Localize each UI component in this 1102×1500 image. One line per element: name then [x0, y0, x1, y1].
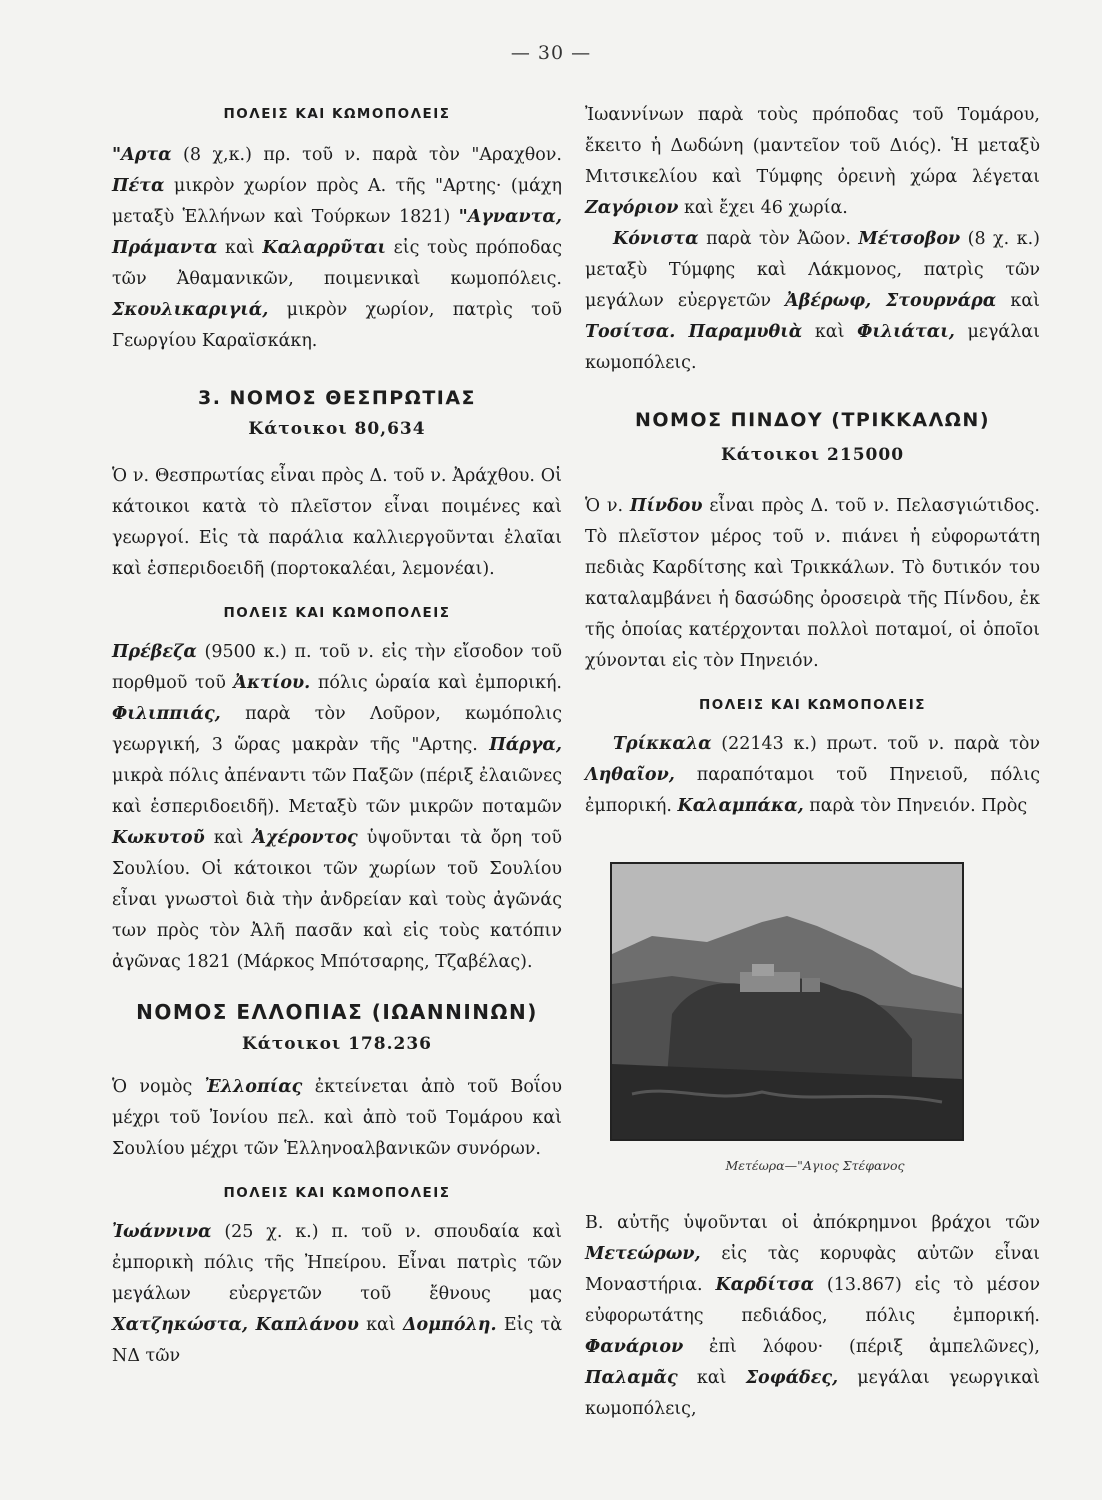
page-number: — 30 — — [510, 42, 592, 64]
paragraph-meteora-karditsa: Β. αὐτῆς ὑψοῦνται οἱ ἀπόκρημνοι βράχοι τῶν Μετεώρων, εἰς τὰς κορυφὰς αὐτῶν εἶναι Μοναστήρια. Καρδίτσα (13.867) εἰς τὸ μέσον εὐφορωτάτης πεδιάδος, πόλις ἐμπορική. Φανάριον ἐπὶ λόφου· (πέριξ ἀμπελῶνες), Παλαμᾶς καὶ Σοφάδες, μεγάλαι γεωργικαὶ κωμοπόλεις, — [585, 1213, 1040, 1419]
subheading-cities-ioannina: ΠΟΛΕΙΣ ΚΑΙ ΚΩΜΟΠΟΛΕΙΣ — [223, 1185, 451, 1201]
population-ellopias: Κάτοικοι 178.236 — [242, 1034, 432, 1054]
heading-nomos-pindou: ΝΟΜΟΣ ΠΙΝΔΟΥ (ΤΡΙΚΚΑΛΩΝ) — [634, 409, 991, 431]
paragraph-ioannina: Ἰωάννινα (25 χ. κ.) π. τοῦ ν. σπουδαία καὶ ἐμπορικὴ πόλις τῆς Ἠπείρου. Εἶναι πατρὶς τῶν μεγάλων εὐεργετῶν τοῦ ἔθνους μας Χατζηκώστα, Καπλάνου καὶ Δομπόλη. Εἰς τὰ ΝΔ τῶν — [112, 1222, 563, 1366]
subheading-cities-arta: ΠΟΛΕΙΣ ΚΑΙ ΚΩΜΟΠΟΛΕΙΣ — [223, 106, 451, 122]
paragraph-konitsa-metsovo: Κόνιστα παρὰ τὸν Ἀῶον. Μέτσοβον (8 χ. κ.) μεταξὺ Τύμφης καὶ Λάκμονος, πατρὶς τῶν μεγάλων εὐεργετῶν Ἀβέρωφ, Στουρνάρα καὶ Τοσίτσα. Παραμυθιὰ καὶ Φιλιάται, μεγάλαι κωμοπόλεις. — [585, 229, 1040, 373]
paragraph-thesprotia: Ὁ ν. Θεσπρωτίας εἶναι πρὸς Δ. τοῦ ν. Ἀράχθου. Οἱ κάτοικοι κατὰ τὸ πλεῖστον εἶναι ποιμένες καὶ γεωργοί. Εἰς τὰ παράλια καλλιεργοῦνται ἐλαῖαι καὶ ἑσπεριδοειδῆ (πορτοκαλέαι, λεμονέαι). — [112, 466, 562, 579]
paragraph-zagori: Ἰωαννίνων παρὰ τοὺς πρόποδας τοῦ Τομάρου, ἔκειτο ἡ Δωδώνη (μαντεῖον τοῦ Διός). Ἡ μεταξὺ Μιτσικελίου καὶ Τύμφης ὀρεινὴ χώρα λέγεται Ζαγόριον καὶ ἔχει 46 χωρία. — [585, 105, 1040, 218]
right-column — [585, 100, 1040, 822]
population-thesprotias: Κάτοικοι 80,634 — [248, 419, 426, 439]
left-column — [112, 100, 562, 1372]
paragraph-arta-cities: "Αρτα (8 χ,κ.) πρ. τοῦ ν. παρὰ τὸν "Αραχθον. Πέτα μικρὸν χωρίον πρὸς Α. τῆς "Αρτης· (μάχη μεταξὺ Ἑλλήνων καὶ Τούρκων 1821) "Αγναντα, Πράμαντα καὶ Καλαρρῦται εἰς τοὺς πρόποδας τῶν Ἀθαμανικῶν, ποιμενικαὶ κωμοπόλεις. Σκουλικαριγιά, μικρὸν χωρίον, πατρὶς τοῦ Γεωργίου Καραϊσκάκη. — [112, 145, 562, 351]
photo-caption: Μετέωρα—"Αγιος Στέφανος — [725, 1158, 905, 1173]
paragraph-pindos: Ὁ ν. Πίνδου εἶναι πρὸς Δ. τοῦ ν. Πελασγιώτιδος. Τὸ πλεῖστον μέρος τοῦ ν. πιάνει ἡ εὐφορωτάτη πεδιὰς Καρδίτσης καὶ Τρικκάλων. Τὸ δυτικόν του καταλαμβάνει ἡ δασώδης ὀροσειρὰ τῆς Πίνδου, ἐκ τῆς ὁποίας κατέρχονται πολλοὶ ποταμοί, οἱ ὁποῖοι χύνονται εἰς τὸν Πηνειόν. — [585, 496, 1040, 671]
paragraph-preveza: Πρέβεζα (9500 κ.) π. τοῦ ν. εἰς τὴν εἴσοδον τοῦ πορθμοῦ τοῦ Ἀκτίου. πόλις ὡραία καὶ ἐμπορική. Φιλιππιάς, παρὰ τὸν Λοῦρον, κωμόπολις γεωργική, 3 ὥρας μακρὰν τῆς "Αρτης. Πάργα, μικρὰ πόλις ἀπέναντι τῶν Παξῶν (πέριξ ἐλαιῶνες καὶ ἑσπεριδοειδῆ). Μεταξὺ τῶν μικρῶν ποταμῶν Κωκυτοῦ καὶ Ἀχέροντος ὑψοῦνται τὰ ὄρη τοῦ Σουλίου. Οἱ κάτοικοι τῶν χωρίων τοῦ Σουλίου εἶναι γνωστοὶ διὰ τὴν ἀνδρείαν καὶ τοὺς ἀγῶνάς των πρὸς τὸν Ἀλῆ πασᾶν καὶ εἰς τοὺς κατόπιν ἀγῶνας 1821 (Μάρκος Μπότσαρης, Τζαβέλας). — [112, 642, 562, 972]
heading-nomos-thesprotias: 3. ΝΟΜΟΣ ΘΕΣΠΡΩΤΙΑΣ — [197, 387, 477, 409]
meteora-landscape-image — [612, 864, 962, 1139]
population-pindou: Κάτοικοι 215000 — [720, 445, 905, 465]
meteora-photo — [610, 862, 964, 1141]
subheading-cities-pindos: ΠΟΛΕΙΣ ΚΑΙ ΚΩΜΟΠΟΛΕΙΣ — [698, 697, 927, 713]
heading-nomos-ellopias: ΝΟΜΟΣ ΕΛΛΟΠΙΑΣ (ΙΩΑΝΝΙΝΩΝ) — [136, 1000, 538, 1024]
paragraph-ellopia: Ὁ νομὸς Ἐλλοπίας ἐκτείνεται ἀπὸ τοῦ Βοΐου μέχρι τοῦ Ἰονίου πελ. καὶ ἀπὸ τοῦ Τομάρου καὶ Σουλίου μέχρι τῶν Ἑλληνοαλβανικῶν συνόρων. — [112, 1077, 562, 1159]
right-column-bottom — [585, 1208, 1040, 1425]
paragraph-trikkala: Τρίκκαλα (22143 κ.) πρωτ. τοῦ ν. παρὰ τὸν Ληθαῖον, παραπόταμοι τοῦ Πηνειοῦ, πόλις ἐμπορική. Καλαμπάκα, παρὰ τὸν Πηνειόν. Πρὸς — [585, 734, 1040, 816]
subheading-cities-thesprotia: ΠΟΛΕΙΣ ΚΑΙ ΚΩΜΟΠΟΛΕΙΣ — [223, 605, 451, 621]
